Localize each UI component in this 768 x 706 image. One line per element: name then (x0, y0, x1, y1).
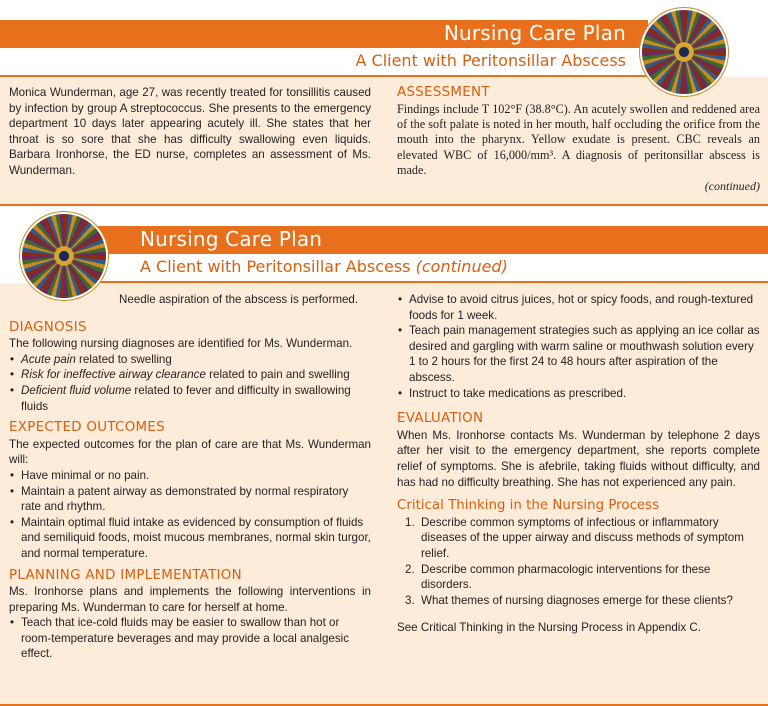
outcomes-list (9, 468, 371, 562)
list-item: • Deficient fluid volume related to fever and difficulty in swallowing fluids (9, 383, 371, 414)
panel1-title-banner (0, 20, 648, 48)
list-item: • Maintain a patent airway as demonstrated by normal respiratory rate and rhythm. (9, 484, 371, 515)
evaluation-heading: EVALUATION (397, 411, 484, 427)
panel2-left-column (9, 292, 371, 662)
list-item: • Teach pain management strategies such as applying an ice collar as desired and gargling with warm saline or mouthwash solution every 1 to 2 hours for the first 24 to 48 hours after aspiration of the abscess. (397, 323, 760, 385)
lead-paragraph: Needle aspiration of the abscess is performed. (119, 293, 359, 306)
outcomes-heading: EXPECTED OUTCOMES (9, 420, 165, 436)
list-item: • Advise to avoid citrus juices, hot or spicy foods, and rough-textured foods for 1 week. (397, 292, 760, 323)
panel1-title: Nursing Care Plan (443, 21, 626, 45)
list-item: • Acute pain related to swelling (9, 352, 371, 368)
diagnosis-list (9, 352, 371, 414)
assessment-text: Findings include T 102°F (38.8°C). An acutely swollen and reddened area of the soft palate is noted in her mouth, half occluding the orifice from the mouth into the pharynx. Yellow exudate is present. CBC reveals an elevated WBC of 16,000/mm³. A diagnosis of peritonsillar abscess is made. (397, 101, 760, 178)
list-item: • Teach that ice-cold fluids may be easier to swallow than hot or room-temperature beverages and may provide a local analgesic effect. (9, 615, 371, 662)
panel1-assessment (397, 85, 760, 194)
panel2-right-column (397, 292, 760, 636)
diagnosis-intro: The following nursing diagnoses are identified for Ms. Wunderman. (9, 337, 353, 351)
list-item: • Maintain optimal fluid intake as evidenced by consumption of fluids and semiliquid foods, moist mucous membranes, normal skin turgor, and normal temperature. (9, 515, 371, 562)
panel2-subtitle: A Client with Peritonsillar Abscess (continued) (140, 257, 508, 276)
evaluation-text: When Ms. Ironhorse contacts Ms. Wunderman by telephone 2 days after her visit to the emergency department, she reports complete relief of symptoms. She is afebrile, taking fluids without difficulty, and has had no difficulty breathing. She has not experienced any pain. (397, 428, 760, 489)
interventions-list-right (397, 292, 760, 401)
assessment-heading: ASSESSMENT (397, 85, 490, 100)
diagnosis-heading: DIAGNOSIS (9, 319, 87, 335)
critical-thinking-heading: Critical Thinking in the Nursing Process (397, 498, 660, 514)
list-item: 3. What themes of nursing diagnoses emerge for these clients? (405, 593, 733, 607)
planning-intro: Ms. Ironhorse plans and implements the following interventions in preparing Ms. Wunderman to care for herself at home. (9, 585, 371, 614)
panel2-title: Nursing Care Plan (140, 227, 323, 251)
list-item: • Instruct to take medications as prescribed. (397, 386, 760, 402)
outcomes-intro: The expected outcomes for the plan of care are that Ms. Wunderman will: (9, 437, 371, 467)
intro-paragraph: Monica Wunderman, age 27, was recently treated for tonsillitis caused by infection by group A streptococcus. She presents to the emergency department 10 days later appearing acutely ill. She states that her throat is so sore that she has difficulty swallowing even liquids. Barbara Ironhorse, the ED nurse, completes an assessment of Ms. Wunderman. (9, 86, 371, 177)
panel1-subtitle-bar (0, 48, 648, 77)
panel1-subtitle: A Client with Peritonsillar Abscess (355, 51, 626, 70)
interventions-list-left (9, 615, 371, 662)
panel1-intro (9, 85, 371, 179)
appendix-note: See Critical Thinking in the Nursing Process in Appendix C. (397, 621, 701, 635)
continued-note: (continued) (704, 178, 760, 193)
subtitle-continued: (continued) (415, 257, 508, 276)
list-item: 1. Describe common symptoms of infectious or inflammatory diseases of the upper airway and discuss methods of symptom relief. (405, 515, 744, 560)
mandala-medallion-icon (642, 10, 726, 94)
list-item: 2. Describe common pharmacologic interventions for these disorders. (405, 562, 711, 592)
list-item: • Risk for ineffective airway clearance related to pain and swelling (9, 367, 371, 383)
panel2-subtitle-bar (96, 254, 768, 283)
list-item: • Have minimal or no pain. (9, 468, 371, 484)
panel2-title-banner (96, 226, 768, 254)
critical-questions-list (397, 515, 760, 609)
mandala-medallion-icon (22, 214, 106, 298)
planning-heading: PLANNING AND IMPLEMENTATION (9, 567, 242, 583)
